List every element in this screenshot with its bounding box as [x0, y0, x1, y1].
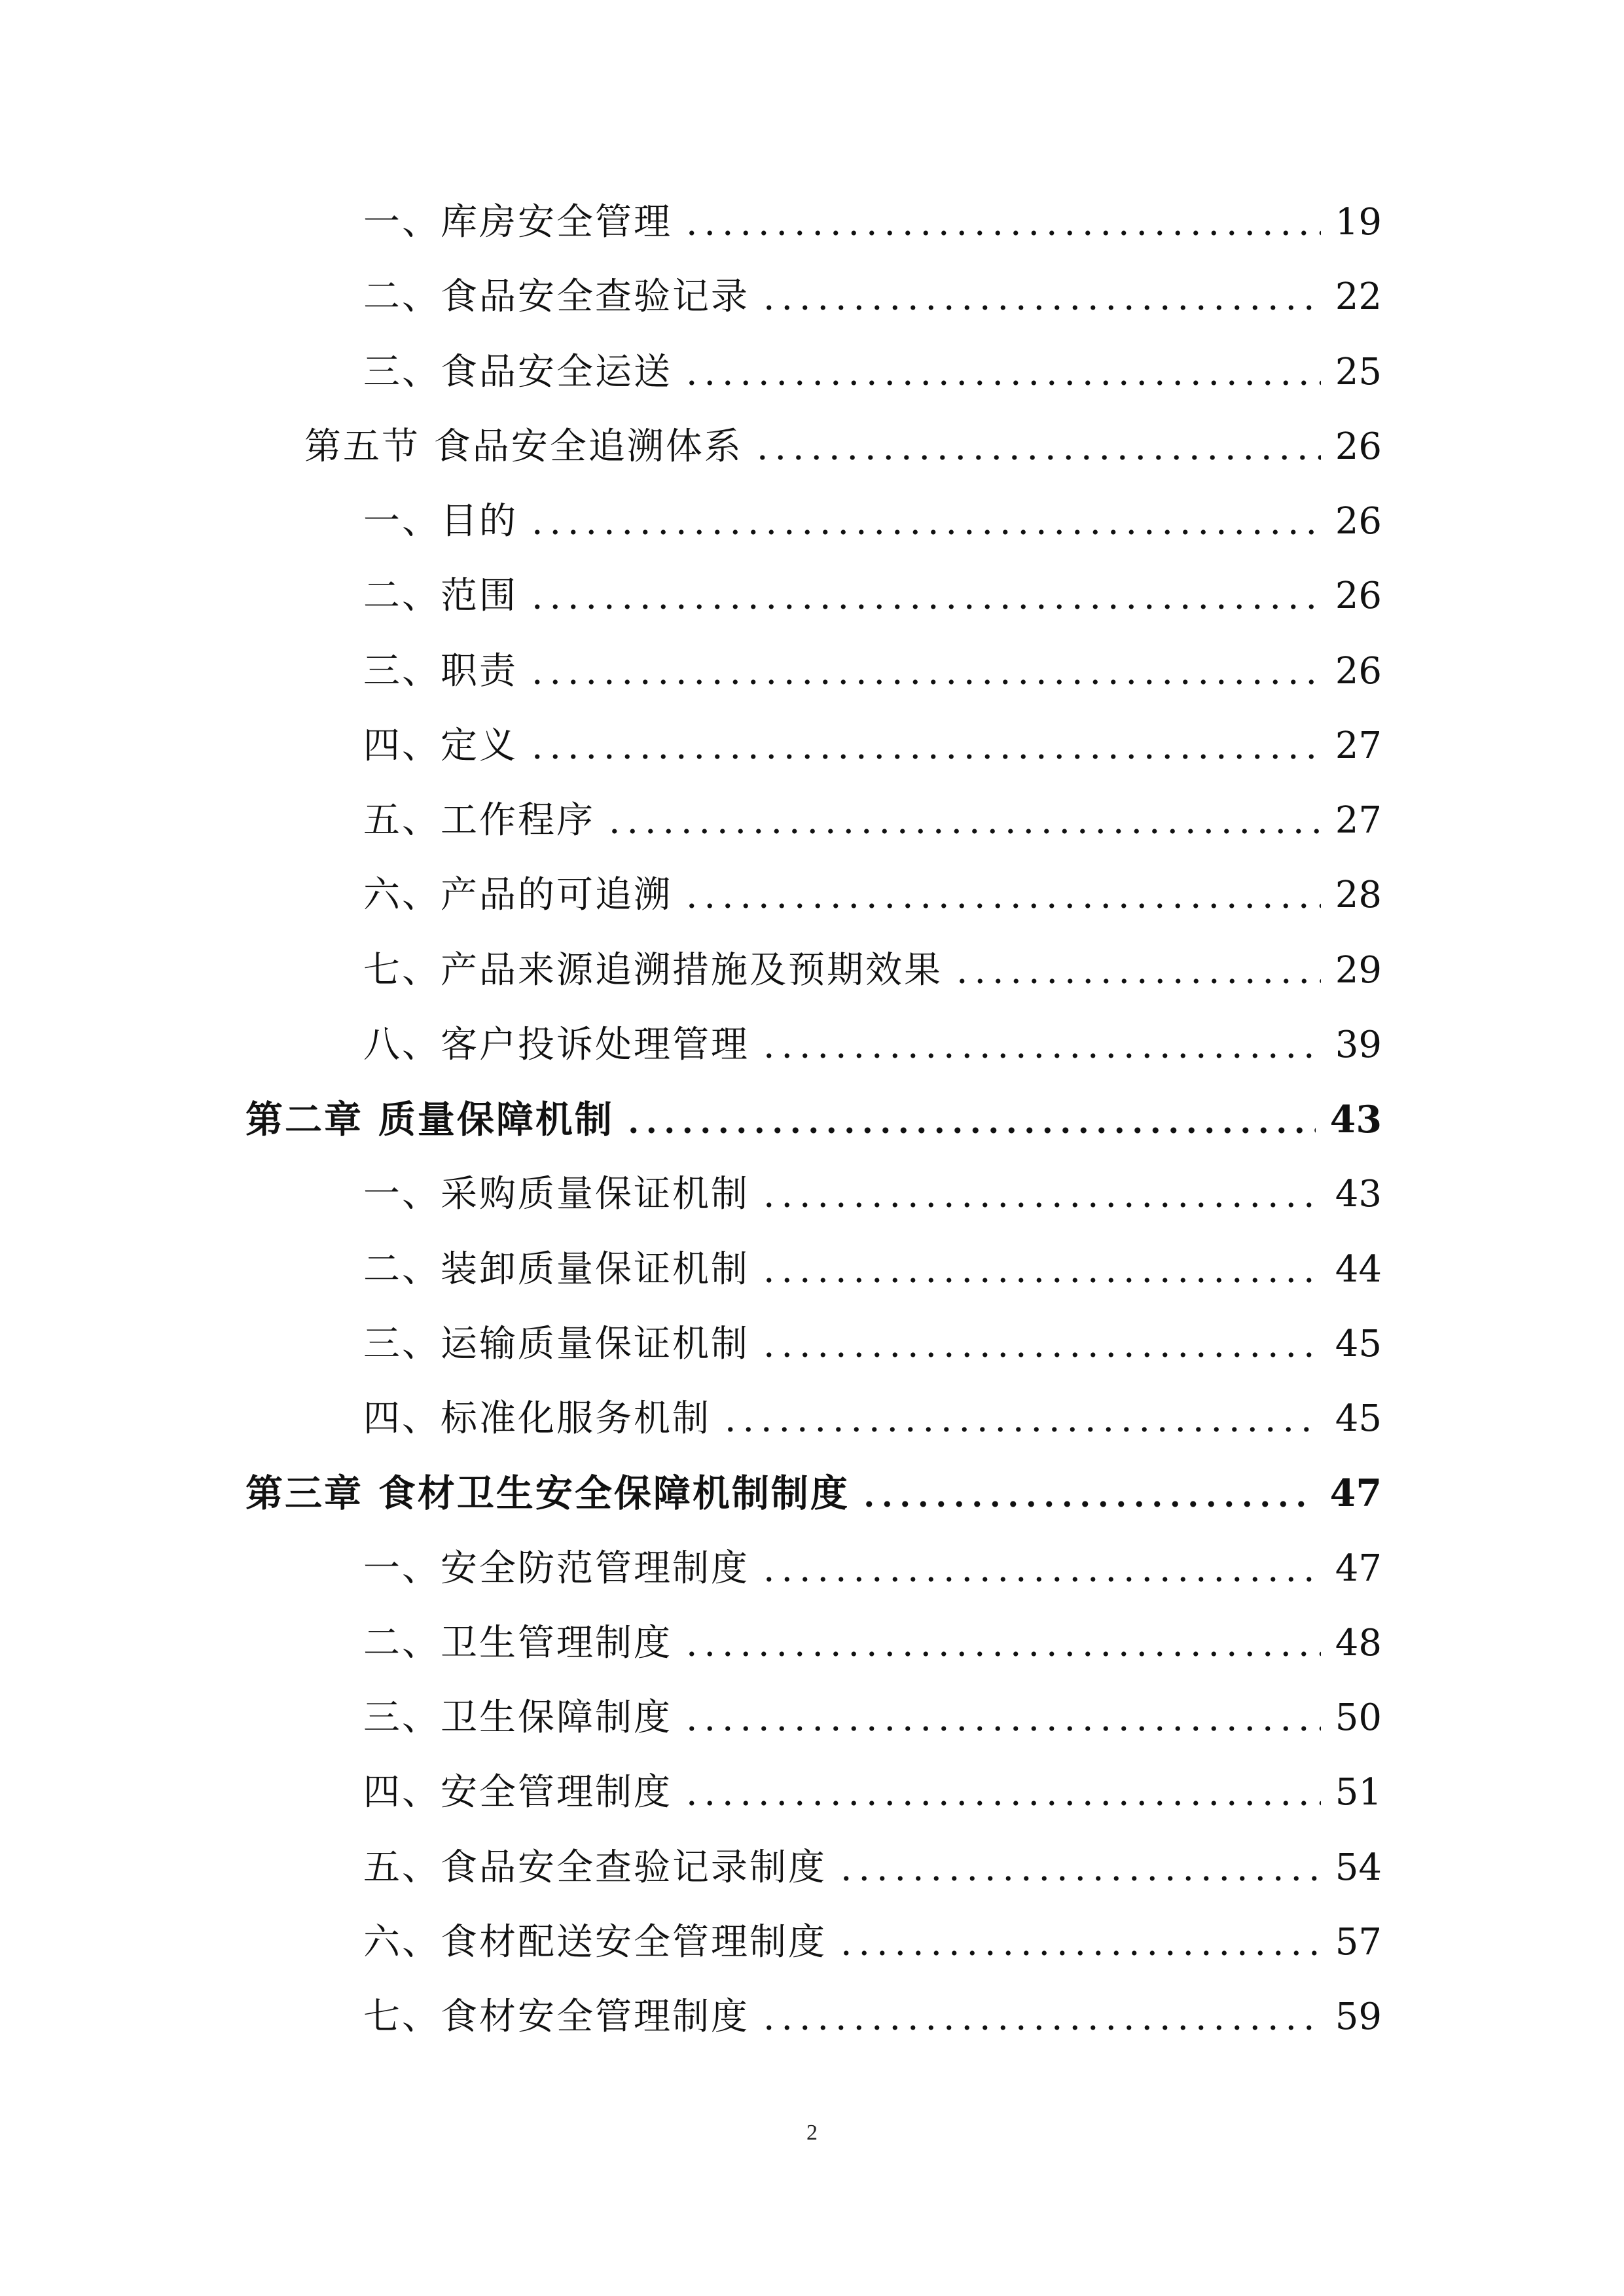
toc-entry-page: 54: [1335, 1846, 1382, 1889]
toc-entry-page: 26: [1335, 425, 1382, 468]
dot-leader: [753, 454, 1321, 461]
toc-entry-page: 25: [1335, 350, 1382, 393]
dot-leader: [624, 1127, 1316, 1134]
dot-leader: [837, 1875, 1321, 1882]
toc-chapter-entry[interactable]: [245, 1464, 1382, 1523]
toc-entry[interactable]: [363, 193, 1382, 252]
dot-leader: [760, 2024, 1321, 2031]
toc-entry-title: 二、食品安全查验记录: [363, 276, 749, 319]
dot-leader: [683, 380, 1321, 386]
toc-entry-page: 47: [1329, 1471, 1382, 1516]
toc-entry-page: 47: [1335, 1547, 1382, 1590]
toc-entry[interactable]: [363, 866, 1382, 925]
toc-entry-title: 第二章 质量保障机制: [245, 1098, 614, 1141]
toc-entry-title: 第五节 食品安全追溯体系: [304, 425, 743, 468]
toc-entry-page: 51: [1335, 1771, 1382, 1814]
dot-leader: [528, 529, 1321, 535]
dot-leader: [760, 1576, 1321, 1583]
toc-entry[interactable]: [363, 1315, 1382, 1374]
toc-entry-title: 二、范围: [363, 575, 518, 618]
toc-entry-page: 26: [1335, 575, 1382, 618]
dot-leader: [760, 1202, 1321, 1208]
dot-leader: [760, 1052, 1321, 1059]
dot-leader: [760, 1277, 1321, 1283]
toc-entry-title: 三、卫生保障制度: [363, 1696, 672, 1739]
toc-entry[interactable]: [363, 1689, 1382, 1748]
dot-leader: [528, 603, 1321, 610]
toc-entry[interactable]: [363, 1390, 1382, 1448]
toc-entry-title: 七、食材安全管理制度: [363, 1996, 749, 2038]
toc-entry-page: 27: [1335, 724, 1382, 767]
dot-leader: [528, 679, 1321, 685]
toc-entry-title: 一、目的: [363, 500, 518, 543]
dot-leader: [683, 1800, 1321, 1806]
toc-entry-title: 三、运输质量保证机制: [363, 1322, 749, 1365]
toc-entry[interactable]: [363, 791, 1382, 850]
toc-entry[interactable]: [363, 642, 1382, 701]
toc-entry[interactable]: [363, 1988, 1382, 2047]
dot-leader: [721, 1426, 1321, 1433]
toc-entry-page: 44: [1335, 1247, 1382, 1291]
toc-entry[interactable]: [363, 1240, 1382, 1299]
toc-entry-page: 50: [1335, 1696, 1382, 1739]
toc-entry-title: 七、产品来源追溯措施及预期效果: [363, 948, 943, 992]
toc-entry[interactable]: [363, 268, 1382, 327]
toc-section-entry[interactable]: [304, 418, 1382, 476]
toc-entry-title: 八、客户投诉处理管理: [363, 1023, 749, 1066]
toc-entry-title: 三、职责: [363, 649, 518, 692]
toc-entry-title: 二、装卸质量保证机制: [363, 1247, 749, 1291]
toc-entry-page: 43: [1335, 1173, 1382, 1216]
toc-entry-title: 一、采购质量保证机制: [363, 1173, 749, 1216]
toc-entry-page: 45: [1335, 1397, 1382, 1440]
toc-entry[interactable]: [363, 492, 1382, 551]
toc-entry-page: 22: [1335, 276, 1382, 319]
dot-leader: [860, 1501, 1316, 1507]
toc-entry[interactable]: [363, 941, 1382, 1000]
toc-chapter-entry[interactable]: [245, 1090, 1382, 1149]
toc-entry[interactable]: [363, 1165, 1382, 1224]
toc-entry-title: 六、食材配送安全管理制度: [363, 1920, 827, 1964]
dot-leader: [837, 1950, 1321, 1956]
toc-entry[interactable]: [363, 1913, 1382, 1972]
toc-entry-title: 四、标准化服务机制: [363, 1397, 711, 1440]
toc-entry-page: 19: [1335, 201, 1382, 243]
toc-entry[interactable]: [363, 717, 1382, 776]
dot-leader: [683, 1725, 1321, 1732]
toc-entry-title: 四、定义: [363, 724, 518, 767]
toc-entry-title: 一、库房安全管理: [363, 201, 672, 243]
page-number: 2: [806, 2121, 818, 2145]
toc-entry[interactable]: [363, 1839, 1382, 1897]
toc-entry[interactable]: [363, 1614, 1382, 1673]
dot-leader: [528, 753, 1321, 760]
toc-entry-page: 26: [1335, 500, 1382, 543]
toc-entry-title: 一、安全防范管理制度: [363, 1547, 749, 1590]
toc-entry-title: 五、工作程序: [363, 799, 595, 842]
toc-entry-page: 29: [1335, 948, 1382, 992]
dot-leader: [760, 1352, 1321, 1358]
toc-entry-title: 第三章 食材卫生安全保障机制制度: [245, 1471, 850, 1516]
toc-entry-title: 三、食品安全运送: [363, 350, 672, 393]
toc-entry-page: 48: [1335, 1621, 1382, 1664]
dot-leader: [760, 304, 1321, 311]
dot-leader: [683, 1651, 1321, 1657]
toc-entry-page: 57: [1335, 1920, 1382, 1964]
toc-entry-title: 五、食品安全查验记录制度: [363, 1846, 827, 1889]
toc-entry[interactable]: [363, 567, 1382, 626]
toc-entry-page: 59: [1335, 1996, 1382, 2038]
toc-entry-page: 27: [1335, 799, 1382, 842]
toc-entry[interactable]: [363, 1763, 1382, 1822]
toc-entry-page: 45: [1335, 1322, 1382, 1365]
toc-entry[interactable]: [363, 1016, 1382, 1075]
toc-entry-page: 39: [1335, 1023, 1382, 1066]
toc-entry-page: 26: [1335, 649, 1382, 692]
dot-leader: [953, 978, 1321, 984]
toc-entry-title: 六、产品的可追溯: [363, 874, 672, 917]
toc-entry[interactable]: [363, 343, 1382, 402]
toc-entry[interactable]: [363, 1539, 1382, 1598]
toc-entry-page: 28: [1335, 874, 1382, 917]
toc-entry-page: 43: [1329, 1098, 1382, 1141]
dot-leader: [683, 230, 1321, 236]
dot-leader: [683, 903, 1321, 909]
toc-entry-title: 二、卫生管理制度: [363, 1621, 672, 1664]
toc-entry-title: 四、安全管理制度: [363, 1771, 672, 1814]
dot-leader: [605, 828, 1321, 834]
